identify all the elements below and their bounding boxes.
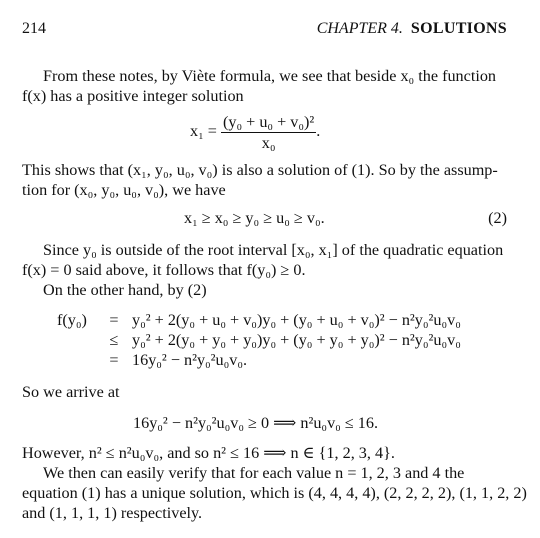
align-rhs: y₀² + 2(y₀ + y₀ + y₀)y₀ + (y₀ + y₀ + y₀)² − n²y₀²u₀v₀	[132, 331, 461, 349]
fraction	[221, 112, 316, 153]
text-line: f(x) = 0 said above, it follows that f(y₀) ≥ 0.	[22, 261, 306, 279]
running-header	[22, 20, 507, 42]
fraction-numerator: (y₀ + u₀ + v₀)²	[222, 113, 315, 131]
align-rhs: y₀² + 2(y₀ + u₀ + v₀)y₀ + (y₀ + u₀ + v₀)² − n²y₀²u₀v₀	[132, 311, 461, 329]
text-line: On the other hand, by (2)	[43, 281, 207, 299]
text-line: This shows that (x₁, y₀, u₀, v₀) is also a solution of (1). So by the assump-	[22, 161, 498, 179]
eq1-period: .	[316, 122, 321, 141]
align-lhs: f(y₀)	[57, 311, 87, 329]
equation-x1	[190, 112, 320, 153]
text-line: f(x) has a positive integer solution	[22, 87, 244, 105]
align-relation: =	[109, 351, 119, 369]
page-number: 214	[22, 20, 46, 37]
text-line: and (1, 1, 1, 1) respectively.	[22, 504, 203, 522]
chapter-heading	[317, 20, 507, 38]
eq1-lhs: x₁ =	[190, 122, 217, 141]
text-line: From these notes, by Viète formula, we see that beside x₀ the function	[43, 67, 497, 85]
equation-implication: 16y₀² − n²y₀²u₀v₀ ≥ 0 ⟹ n²u₀v₀ ≤ 16.	[133, 414, 379, 432]
align-rhs: 16y₀² − n²y₀²u₀v₀.	[132, 351, 248, 369]
equation-number: (2)	[488, 209, 507, 227]
text-line: So we arrive at	[22, 383, 120, 401]
chapter-title: SOLUTIONS	[410, 20, 507, 37]
fraction-denominator: x₀	[261, 134, 276, 152]
align-relation: ≤	[109, 331, 119, 349]
text-line: However, n² ≤ n²u₀v₀, and so n² ≤ 16 ⟹ n ∈ {1, 2, 3, 4}.	[22, 444, 395, 462]
align-relation: =	[109, 311, 119, 329]
chapter-prefix: CHAPTER 4.	[316, 20, 403, 37]
equation-inequality-chain: x₁ ≥ x₀ ≥ y₀ ≥ u₀ ≥ v₀.	[184, 209, 325, 227]
text-line: Since y₀ is outside of the root interval [x₀, x₁] of the quadratic equation	[43, 241, 504, 259]
text-line: We then can easily verify that for each value n = 1, 2, 3 and 4 the	[43, 464, 465, 482]
text-line: equation (1) has a unique solution, which is (4, 4, 4, 4), (2, 2, 2, 2), (1, 1, 2, 2)	[22, 484, 527, 502]
text-line: tion for (x₀, y₀, u₀, v₀), we have	[22, 181, 226, 199]
